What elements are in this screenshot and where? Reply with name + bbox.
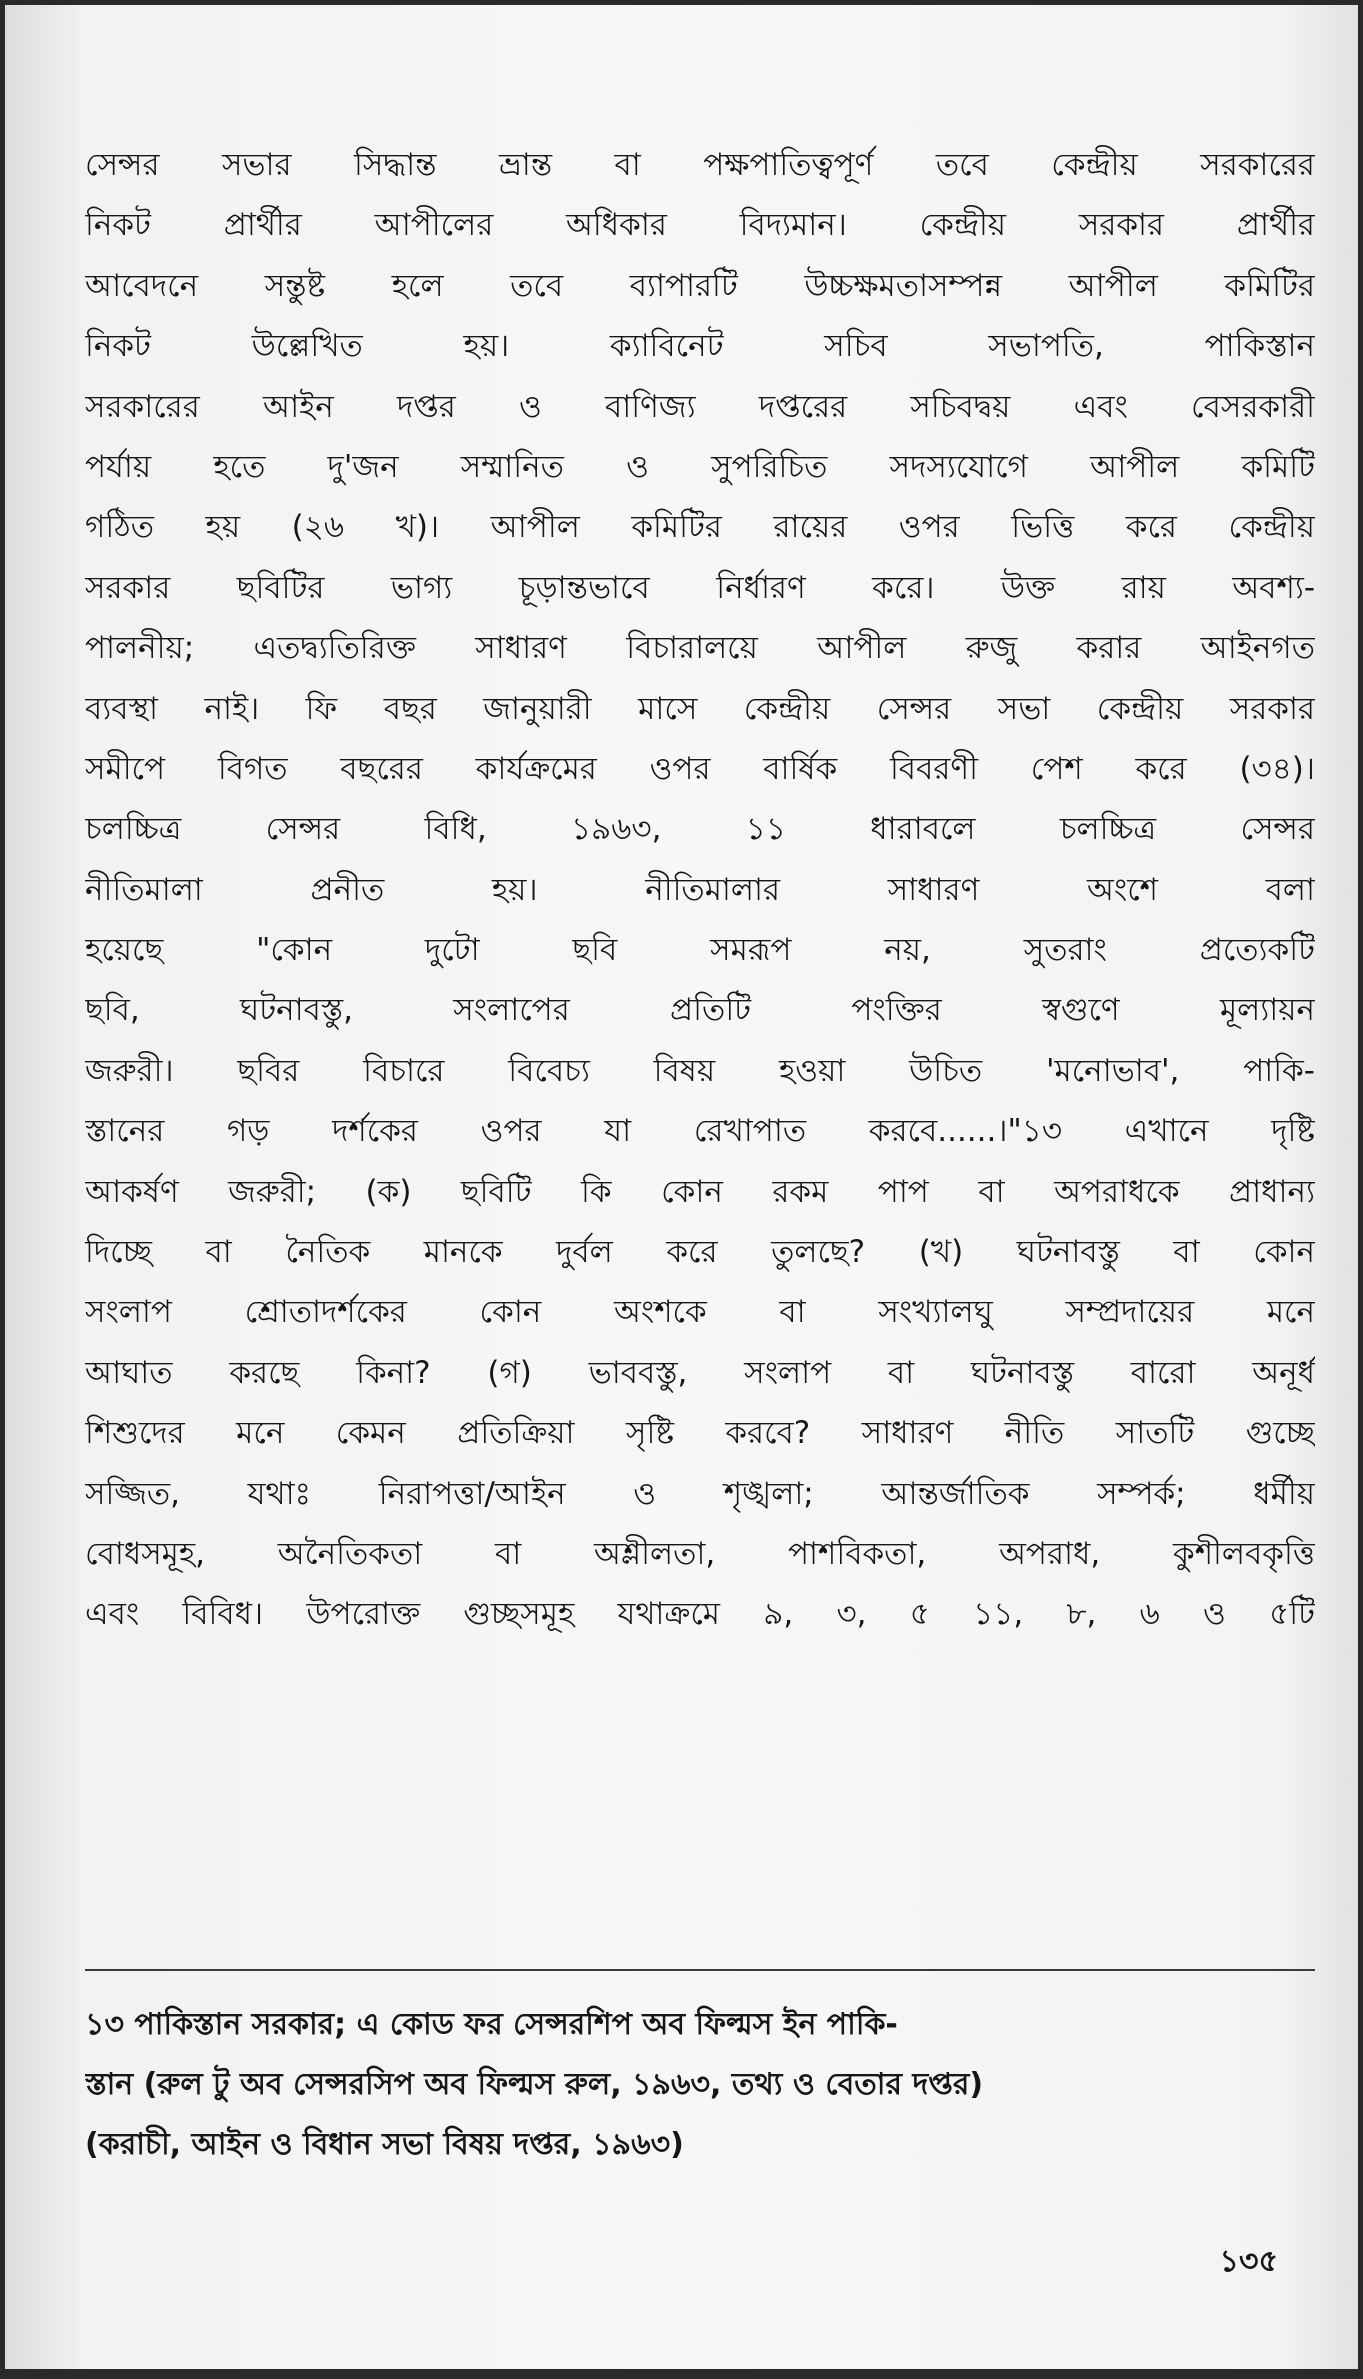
text-line: এবং বিবিধ। উপরোক্ত গুচ্ছসমূহ যথাক্রমে ৯, ৩, ৫ ১১, ৮, ৬ ও ৫টি (85, 1596, 1315, 1633)
text-line: সমীপে বিগত বছরের কার্যক্রমের ওপর বার্ষিক বিবরণী পেশ করে (৩৪)। (85, 750, 1315, 787)
text-line: দিচ্ছে বা নৈতিক মানকে দুর্বল করে তুলছে? (খ) ঘটনাবস্তু বা কোন (85, 1234, 1315, 1271)
text-line: নিকট প্রার্থীর আপীলের অধিকার বিদ্যমান। কেন্দ্রীয় সরকার প্রার্থীর (85, 207, 1315, 244)
text-line: শিশুদের মনে কেমন প্রতিক্রিয়া সৃষ্টি করবে? সাধারণ নীতি সাতটি গুচ্ছে (85, 1415, 1315, 1452)
text-line: বোধসমূহ, অনৈতিকতা বা অশ্লীলতা, পাশবিকতা, অপরাধ, কুশীলবকৃত্তি (85, 1535, 1315, 1572)
footnote-line: ১৩ পাকিস্তান সরকার; এ কোড ফর সেন্সরশিপ অব ফিল্মস ইন পাকি- (85, 2007, 898, 2042)
text-line: আবেদনে সন্তুষ্ট হলে তবে ব্যাপারটি উচ্চক্ষমতাসম্পন্ন আপীল কমিটির (85, 267, 1315, 304)
footnote-line: (করাচী, আইন ও বিধান সভা বিষয় দপ্তর, ১৯৬৩) (85, 2127, 684, 2162)
text-line: ছবি, ঘটনাবস্তু, সংলাপের প্রতিটি পংক্তির স্বগুণে মূল্যায়ন (85, 992, 1315, 1029)
text-line: সরকারের আইন দপ্তর ও বাণিজ্য দপ্তরের সচিবদ্বয় এবং বেসরকারী (85, 388, 1315, 425)
text-line: সেন্সর সভার সিদ্ধান্ত ভ্রান্ত বা পক্ষপাতিত্বপূর্ণ তবে কেন্দ্রীয় সরকারের (85, 147, 1315, 183)
footnote-line: স্তান (রুল টু অব সেন্সরসিপ অব ফিল্মস রুল, ১৯৬৩, তথ্য ও বেতার দপ্তর) (85, 2067, 984, 2102)
text-line: হয়েছে "কোন দুটো ছবি সমরূপ নয়, সুতরাং প্রত্যেকটি (85, 932, 1315, 969)
text-line: চলচ্চিত্র সেন্সর বিধি, ১৯৬৩, ১১ ধারাবলে চলচ্চিত্র সেন্সর (85, 811, 1315, 848)
text-line: আঘাত করছে কিনা? (গ) ভাববস্তু, সংলাপ বা ঘটনাবস্তু বারো অনূর্ধ (85, 1354, 1315, 1391)
text-line: ব্যবস্থা নাই। ফি বছর জানুয়ারী মাসে কেন্দ্রীয় সেন্সর সভা কেন্দ্রীয় সরকার (85, 690, 1315, 727)
page-number: ১৩৫ (1219, 2244, 1278, 2279)
text-line: নিকট উল্লেখিত হয়। ক্যাবিনেট সচিব সভাপতি, পাকিস্তান (85, 328, 1315, 365)
text-line: নীতিমালা প্রনীত হয়। নীতিমালার সাধারণ অংশে বলা (85, 871, 1315, 908)
text-line: স্তানের গড় দর্শকের ওপর যা রেখাপাত করবে......।"১৩ এখানে দৃষ্টি (85, 1113, 1315, 1150)
footnote-divider (85, 1969, 1315, 1971)
body-text (85, 135, 1315, 1645)
text-line: সংলাপ শ্রোতাদর্শকের কোন অংশকে বা সংখ্যালঘু সম্প্রদায়ের মনে (85, 1294, 1315, 1331)
text-line: আকর্ষণ জরুরী; (ক) ছবিটি কি কোন রকম পাপ বা অপরাধকে প্রাধান্য (85, 1173, 1315, 1210)
text-line: গঠিত হয় (২৬ খ)। আপীল কমিটির রায়ের ওপর ভিত্তি করে কেন্দ্রীয় (85, 509, 1315, 546)
text-line: জরুরী। ছবির বিচারে বিবেচ্য বিষয় হওয়া উচিত 'মনোভাব', পাকি- (85, 1052, 1315, 1089)
text-line: সরকার ছবিটির ভাগ্য চূড়ান্তভাবে নির্ধারণ করে। উক্ত রায় অবশ্য- (85, 569, 1315, 606)
footnotes (85, 1995, 1315, 2175)
text-line: পর্যায় হতে দু'জন সম্মানিত ও সুপরিচিত সদস্যযোগে আপীল কমিটি (85, 448, 1315, 485)
text-line: সজ্জিত, যথাঃ নিরাপত্তা/আইন ও শৃঙ্খলা; আন্তর্জাতিক সম্পর্ক; ধর্মীয় (85, 1475, 1315, 1512)
text-line: পালনীয়; এতদ্ব্যতিরিক্ত সাধারণ বিচারালয়ে আপীল রুজু করার আইনগত (85, 630, 1315, 667)
book-page (5, 5, 1358, 2369)
